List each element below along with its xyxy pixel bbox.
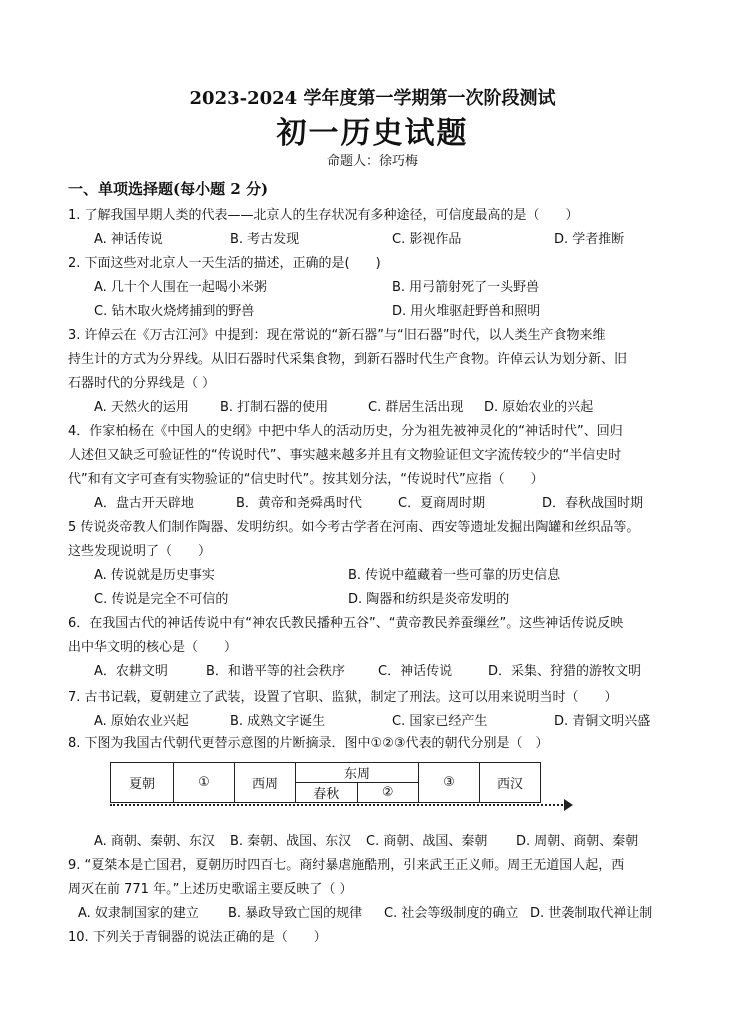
dynasty-timeline — [110, 762, 541, 803]
question-3-line: 持生计的方式为分界线。从旧石器时代采集食物，到新石器时代生产食物。许倬云认为划分新、旧 — [68, 352, 628, 367]
option: A. 原始农业兴起 — [94, 714, 189, 729]
option: B. 暴政导致亡国的规律 — [228, 906, 363, 921]
question-4-line: 人述但又缺乏可验证性的“传说时代”、事实越来越多并且有文物验证但文字流传较少的“半信史时 — [68, 448, 622, 463]
option: B. 秦朝、战国、东汉 — [230, 834, 352, 849]
option: D. 原始农业的兴起 — [484, 400, 594, 415]
question-3: 3. 许倬云在《万古江河》中提到：现在常说的“新石器”与“旧石器”时代，以人类生产食物来维 — [68, 328, 606, 343]
option: C. 商朝、战国、秦朝 — [366, 834, 488, 849]
option: D. 陶器和纺织是炎帝发明的 — [348, 592, 510, 607]
timeline-cell: 夏朝 — [111, 763, 174, 803]
option: D. 学者推断 — [554, 232, 625, 247]
section-heading: 一、单项选择题(每小题 2 分) — [68, 180, 269, 198]
question-4: 4．作家柏杨在《中国人的史纲》中把中华人的活动历史，分为祖先被神灵化的“神话时代”、回归 — [68, 424, 623, 439]
timeline-cell: ② — [357, 783, 419, 803]
exam-title: 2023-2024 学年度第一学期第一次阶段测试 — [189, 88, 556, 109]
timeline-cell: 西汉 — [480, 763, 541, 803]
option: C. 钻木取火烧烤捕到的野兽 — [94, 304, 255, 319]
question-9-line: 周灭在前 771 年。”上述历史歌谣主要反映了（ ） — [68, 882, 353, 897]
timeline-arrow — [110, 804, 566, 806]
option: D. 用火堆驱赶野兽和照明 — [392, 304, 541, 319]
timeline-cell: 春秋 — [296, 783, 358, 803]
option: B. 考古发现 — [230, 232, 300, 247]
option: A．农耕文明 — [94, 664, 168, 679]
question-7: 7. 古书记载，夏朝建立了武装，设置了官职、监狱，制定了刑法。这可以用来说明当时（ ） — [68, 690, 618, 705]
option: C. 社会等级制度的确立 — [384, 906, 519, 921]
option: C. 群居生活出现 — [368, 400, 464, 415]
question-2: 2. 下面这些对北京人一天生活的描述，正确的是( ) — [68, 256, 381, 271]
option: A. 神话传说 — [94, 232, 163, 247]
question-10: 10. 下列关于青铜器的说法正确的是（ ） — [68, 930, 327, 945]
question-6-line: 出中华文明的核心是（ ） — [68, 640, 238, 655]
option: B．和谐平等的社会秩序 — [206, 664, 345, 679]
option: B. 传说中蕴藏着一些可靠的历史信息 — [348, 568, 561, 583]
option: C．神话传说 — [378, 664, 453, 679]
option: A. 奴隶制国家的建立 — [78, 906, 199, 921]
timeline-cell: 西周 — [235, 763, 296, 803]
option: A. 几十个人围在一起喝小米粥 — [94, 280, 267, 295]
question-8: 8. 下图为我国古代朝代更替示意图的片断摘录．图中①②③代表的朝代分别是（ ） — [68, 736, 549, 751]
option: C. 传说是完全不可信的 — [94, 592, 229, 607]
option: B．黄帝和尧舜禹时代 — [236, 496, 362, 511]
question-9: 9. “夏桀本是亡国君，夏朝历时四百七。商纣暴虐施酷刑，引来武王正义师。周王无道国人起，西 — [68, 858, 625, 873]
option: D. 青铜文明兴盛 — [554, 714, 651, 729]
subject-title: 初一历史试题 — [276, 116, 469, 151]
timeline-cell: 东周 — [296, 763, 419, 783]
option: C．夏商周时期 — [398, 496, 486, 511]
question-5: 5 传说炎帝教人们制作陶器、发明纺织。如今考古学者在河南、西安等遗址发掘出陶罐和丝织品等。 — [68, 520, 640, 535]
question-1: 1. 了解我国早期人类的代表——北京人的生存状况有多种途径，可信度最高的是（ ） — [68, 208, 579, 223]
option: B. 用弓箭射死了一头野兽 — [392, 280, 540, 295]
timeline-cell: ③ — [419, 763, 480, 803]
option: A. 传说就是历史事实 — [94, 568, 215, 583]
option: A. 商朝、秦朝、东汉 — [94, 834, 215, 849]
timeline-cell: ① — [174, 763, 235, 803]
question-5-line: 这些发现说明了（ ） — [68, 544, 212, 559]
option: D．春秋战国时期 — [542, 496, 644, 511]
option: B. 成熟文字诞生 — [230, 714, 326, 729]
option: A. 天然火的运用 — [94, 400, 189, 415]
option: C. 影视作品 — [392, 232, 462, 247]
option: A．盘古开天辟地 — [94, 496, 194, 511]
option: C. 国家已经产生 — [392, 714, 488, 729]
option: B. 打制石器的使用 — [220, 400, 329, 415]
question-6: 6．在我国古代的神话传说中有“神农氏教民播种五谷”、“黄帝教民养蚕缫丝”。这些神话传说反映 — [68, 616, 624, 631]
author-line: 命题人：徐巧梅 — [326, 154, 418, 169]
question-3-line: 石器时代的分界线是（ ） — [68, 376, 216, 391]
question-4-line: 代”和有文字可查有实物验证的“信史时代”。按其划分法，“传说时代”应指（ ） — [68, 472, 544, 487]
option: D．采集、狩猎的游牧文明 — [488, 664, 642, 679]
option: D. 世袭制取代禅让制 — [530, 906, 653, 921]
option: D. 周朝、商朝、秦朝 — [516, 834, 639, 849]
arrow-head-icon — [564, 799, 573, 811]
